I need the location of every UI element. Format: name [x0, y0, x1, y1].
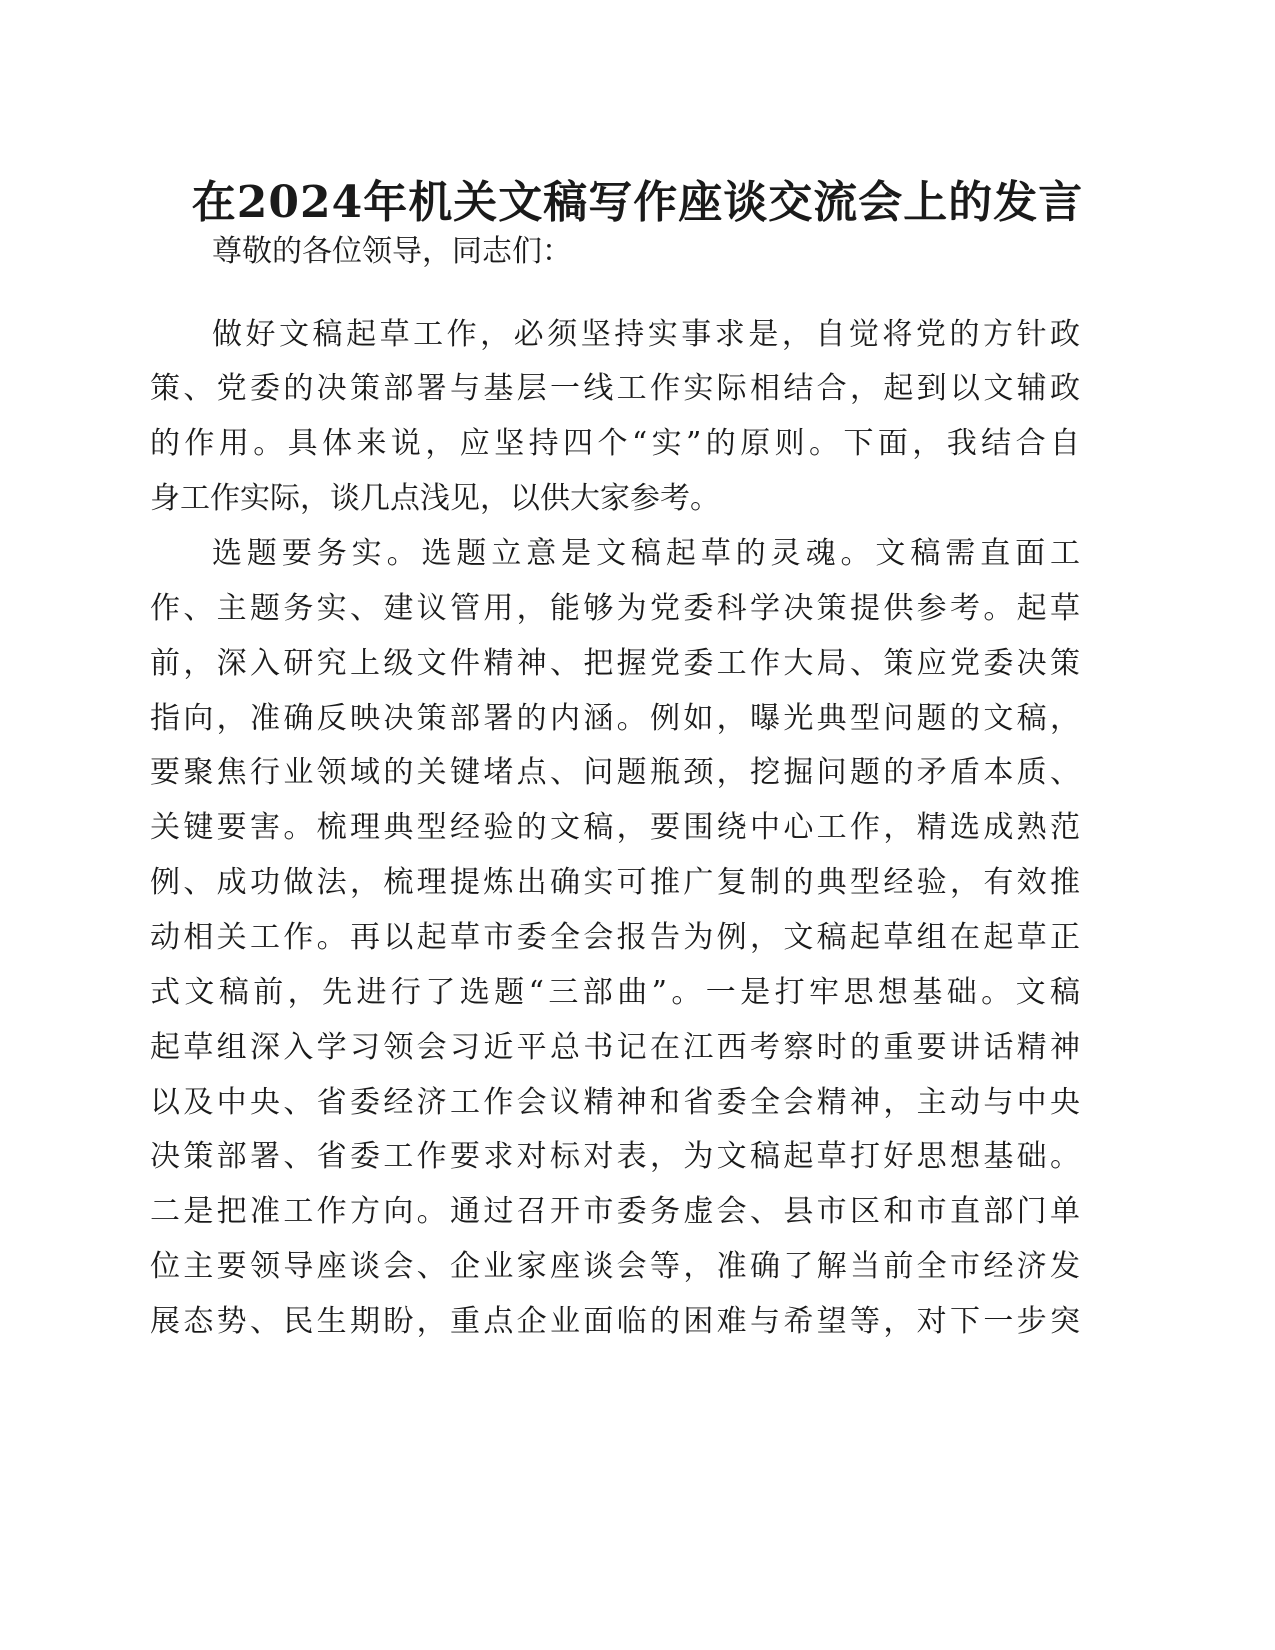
body-line: 关键要害。梳理典型经验的文稿，要围绕中心工作，精选成熟范: [150, 810, 1080, 845]
document-title: 在2024年机关文稿写作座谈交流会上的发言: [191, 177, 1084, 228]
body-line: 例、成功做法，梳理提炼出确实可推广复制的典型经验，有效推: [150, 865, 1080, 900]
body-line: 动相关工作。再以起草市委全会报告为例，文稿起草组在起草正: [150, 920, 1080, 955]
body-line: 身工作实际，谈几点浅见，以供大家参考。: [150, 481, 720, 516]
body-line: 做好文稿起草工作，必须坚持实事求是，自觉将党的方针政: [212, 317, 1080, 352]
body-line: 式文稿前，先进行了选题“三部曲”。一是打牢思想基础。文稿: [150, 975, 1080, 1010]
body-line: 起草组深入学习领会习近平总书记在江西考察时的重要讲话精神: [150, 1030, 1080, 1065]
body-line: 的作用。具体来说，应坚持四个“实”的原则。下面，我结合自: [150, 426, 1080, 461]
body-line: 展态势、民生期盼，重点企业面临的困难与希望等，对下一步突: [150, 1304, 1080, 1339]
body-line: 指向，准确反映决策部署的内涵。例如，曝光典型问题的文稿，: [150, 701, 1080, 736]
body-line: 以及中央、省委经济工作会议精神和省委全会精神，主动与中央: [150, 1085, 1080, 1120]
body-line: 前，深入研究上级文件精神、把握党委工作大局、策应党委决策: [150, 646, 1080, 681]
body-line: 决策部署、省委工作要求对标对表，为文稿起草打好思想基础。: [150, 1139, 1080, 1174]
body-line: 策、党委的决策部署与基层一线工作实际相结合，起到以文辅政: [150, 371, 1080, 406]
body-line: 作、主题务实、建议管用，能够为党委科学决策提供参考。起草: [150, 591, 1080, 626]
body-line: 选题要务实。选题立意是文稿起草的灵魂。文稿需直面工: [212, 536, 1080, 571]
body-line: 位主要领导座谈会、企业家座谈会等，准确了解当前全市经济发: [150, 1249, 1080, 1284]
greeting-line: 尊敬的各位领导，同志们：: [212, 234, 572, 269]
body-line: 要聚焦行业领域的关键堵点、问题瓶颈，挖掘问题的矛盾本质、: [150, 755, 1080, 790]
body-line: 二是把准工作方向。通过召开市委务虚会、县市区和市直部门单: [150, 1194, 1080, 1229]
